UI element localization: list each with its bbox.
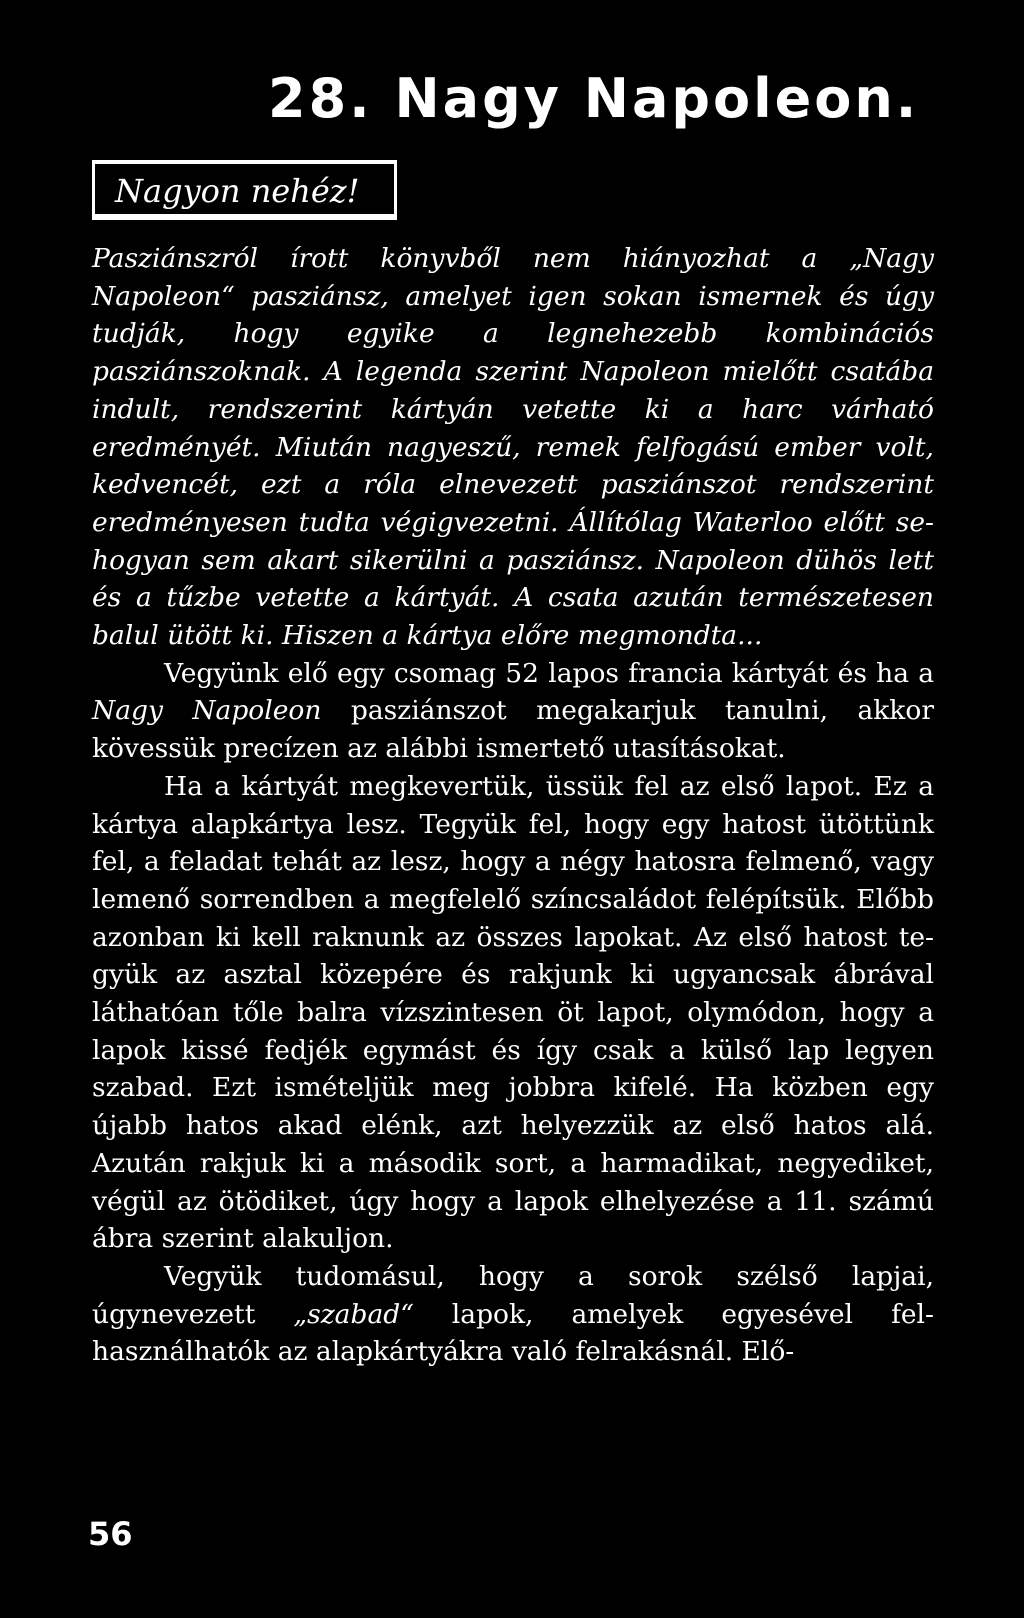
difficulty-label: Nagyon nehéz!	[115, 172, 360, 210]
free-cards-term: „szabad“	[293, 1298, 414, 1330]
paragraph-free-cards	[92, 1258, 934, 1371]
paragraph-deck	[92, 655, 934, 768]
paragraph-deck-text-start: Vegyünk elő egy csomag 52 lapos francia kártyát és ha a	[164, 657, 934, 689]
paragraph-layout-instructions: Ha a kártyát megkevertük, üssük fel az első lapot. Ez a kártya alapkártya lesz. Tegyük fel, hogy egy hatost ütöttünk fel, a feladat tehát az lesz, hogy a négy hatosra felmenő, vagy lemenő sorrendben a megfelelő színcsaládot felépítsük. Előbb azonban ki kell raknunk az összes lapokat. Az első hatost tegyük az asztal közepére és rakjunk ki ugyancsak ábrával láthatóan tőle balra vízszintesen öt lapot, olymódon, hogy a lapok kissé fedjék egymást és így csak a külső lap legyen szabad. Ezt ismételjük meg jobbra kifelé. Ha közben egy újabb hatos akad elénk, azt helyezzük az első hatos alá. Azután rakjuk ki a második sort, a harmadikat, negyediket, végül az ötödiket, úgy hogy a lapok elhelyezése a 11. számú ábra szerint alakuljon.	[92, 770, 934, 1255]
paragraph-free-cards-text-start: Vegyük tudomásul, hogy a sorok szélső lapjai, úgynevezett	[92, 1260, 934, 1330]
difficulty-box	[92, 160, 397, 220]
body-text	[92, 240, 934, 1371]
paragraph-deck-text-end: pasziánszot megakarjuk tanulni, akkor kövessük precízen az alábbi ismertető utasításokat.	[92, 695, 934, 765]
intro-paragraph: Pasziánszról írott könyvből nem hiányozhat a „Nagy Napoleon“ pasziánsz, amelyet igen sokan ismernek és úgy tudják, hogy egyike a legnehezebb kombinációs pasziánszoknak. A legenda szerint Napoleon mielőtt csatába indult, rendszerint kártyán vetette ki a harc várható eredményét. Miután nagyeszű, remek felfogású ember volt, kedvencét, ezt a róla elnevezett pasziánszot rendszerint eredményesen tudta végigvezetni. Állítólag Waterloo előtt sehogyan sem akart sikerülni a pasziánsz. Napoleon dühös lett és a tűzbe vetette a kártyát. A csata azután természetesen balul ütött ki. Hiszen a kártya előre megmondta...	[92, 243, 934, 652]
page-number: 56	[88, 1515, 133, 1553]
game-name: Nagy Napoleon	[92, 695, 322, 727]
chapter-title: 28. Nagy Napoleon.	[268, 67, 920, 130]
paragraph-free-cards-text-end: lapok, amelyek egyesével felhasználhatók az alapkártyákra való felrakásnál. Elő-	[92, 1298, 935, 1368]
